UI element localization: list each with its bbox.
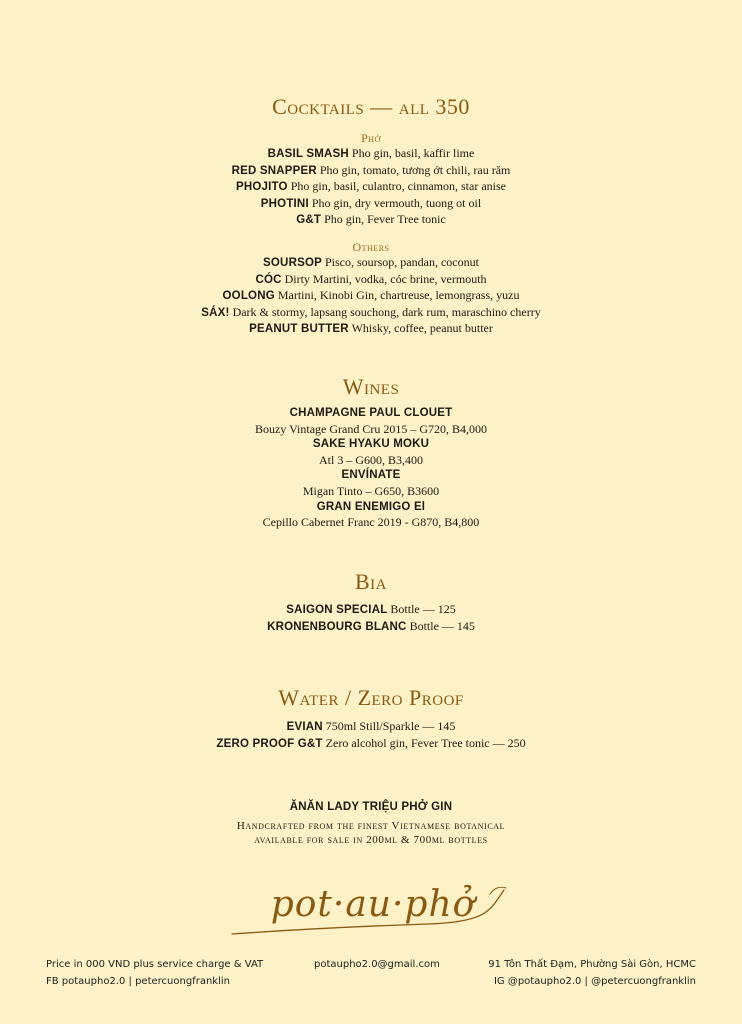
logo-wordmark: pot·au·phở (270, 884, 476, 925)
bia-list (0, 602, 742, 635)
others-subsection (0, 240, 742, 338)
bia-section (0, 568, 742, 596)
gin-description-line-2: available for sale in 200ml & 700ml bottles (254, 834, 488, 847)
bia-title: Bia (354, 569, 387, 594)
water-item: EVIAN 750ml Still/Sparkle — 145 (286, 719, 456, 733)
gin-section (0, 799, 742, 848)
facebook-link[interactable]: FB potaupho2.0 | petercuongfranklin (46, 976, 230, 987)
address: 91 Tôn Thất Đạm, Phường Sài Gòn, HCMC (488, 959, 696, 970)
menu-item: RED SNAPPER Pho gin, tomato, tương ớt chili, rau răm (231, 162, 511, 177)
menu-item: BASIL SMASH Pho gin, basil, kaffir lime (267, 146, 475, 160)
price-note: Price in 000 VND plus service charge & VAT (46, 959, 264, 970)
gin-description-line-1: Handcrafted from the finest Vietnamese botanical (236, 819, 506, 832)
wine-item: CHAMPAGNE PAUL CLOUET Bouzy Vintage Grand Cru 2015 – G720, B4,000 (254, 407, 488, 436)
water-list (0, 719, 742, 752)
footer-right (488, 956, 696, 990)
menu-item: PHOJITO Pho gin, basil, culantro, cinnamon, star anise (236, 179, 506, 194)
wines-list (0, 406, 742, 531)
footer-left (46, 956, 263, 990)
menu-item: SOURSOP Pisco, soursop, pandan, coconut (263, 255, 479, 269)
footer-center (314, 956, 440, 973)
others-heading: Others (352, 240, 390, 254)
pho-subsection (0, 131, 742, 229)
menu-item: PEANUT BUTTER Whisky, coffee, peanut butter (249, 321, 493, 336)
wines-section (0, 373, 742, 401)
wine-item: GRAN ENEMIGO El Cepillo Cabernet Franc 2019 - G870, B4,800 (262, 500, 480, 530)
menu-item: G&T Pho gin, Fever Tree tonic (296, 212, 446, 227)
wine-item: ENVÍNATE Migan Tinto – G650, B3600 (302, 469, 440, 498)
brand-logo (228, 880, 518, 942)
beer-item: SAIGON SPECIAL Bottle — 125 (286, 602, 456, 616)
water-item: ZERO PROOF G&T Zero alcohol gin, Fever Tree tonic — 250 (216, 735, 526, 750)
menu-item: CÓC Dirty Martini, vodka, cóc brine, vermouth (255, 271, 487, 286)
beer-item: KRONENBOURG BLANC Bottle — 145 (267, 618, 475, 633)
menu-item: OOLONG Martini, Kinobi Gin, chartreuse, lemongrass, yuzu (222, 288, 520, 303)
gin-name: ĂNĂN LADY TRIỆU PHỞ GIN (289, 801, 453, 813)
cocktails-section (0, 93, 742, 121)
instagram-link[interactable]: IG @potaupho2.0 | @petercuongfranklin (493, 976, 696, 987)
wine-item: SAKE HYAKU MOKU Atl 3 – G600, B3,400 (312, 438, 430, 467)
email-link[interactable]: potaupho2.0@gmail.com (314, 959, 440, 970)
pho-heading: Phở (361, 131, 381, 145)
cocktails-title: Cocktails — all 350 (272, 94, 470, 119)
water-section (0, 684, 742, 712)
wines-title: Wines (342, 374, 400, 399)
menu-item: SÁX! Dark & stormy, lapsang souchong, dark rum, maraschino cherry (201, 304, 541, 319)
menu-item: PHOTINI Pho gin, dry vermouth, tuong ot oil (260, 195, 482, 210)
water-title: Water / Zero Proof (278, 685, 464, 710)
